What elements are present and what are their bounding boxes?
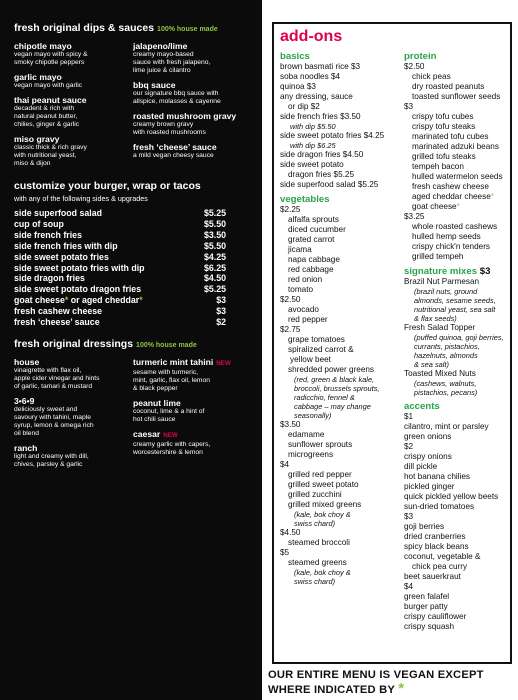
addon-line: $3.25 [404, 212, 425, 221]
addon-line: & sea salt) [414, 360, 449, 369]
addon-line: hulled watermelon seeds [412, 172, 503, 181]
addon-line: almonds, sesame seeds, [414, 296, 496, 305]
addon-line: $3 [404, 102, 414, 111]
item-description: vegan mayo with spicy & [14, 51, 88, 58]
item-description: chilies, ginger & garlic [14, 121, 80, 128]
dips-column-left [14, 41, 133, 173]
addon-line: side dragon fries $4.50 [280, 150, 364, 159]
upgrade-name: cup of soup [14, 218, 64, 229]
item-description: smoky chipotle peppers [14, 59, 85, 66]
addon-line: swiss chard) [294, 577, 336, 586]
dressings-section-title: fresh original dressings 100% house made [14, 337, 197, 350]
asterisk-icon: * [490, 192, 494, 201]
signature-price: $3 [479, 266, 491, 277]
item-name-text: chipotle mayo [14, 41, 72, 51]
item-description: creamy garlic with capers, [133, 440, 211, 448]
addon-line: $3.50 [280, 420, 301, 429]
item-name-text: turmeric mint tahini [133, 356, 214, 367]
addon-line: grilled zucchini [288, 490, 342, 499]
menu-item [14, 95, 133, 129]
addon-line: crispy onions [404, 452, 452, 461]
menu-item [133, 80, 252, 106]
item-description: miso & dijon [14, 160, 51, 167]
item-description: of garlic, tamari & mustard [14, 382, 93, 390]
addon-line: side sweet potato fries $4.25 [280, 131, 385, 140]
addon-line: yellow beet [290, 355, 331, 364]
item-name-text: 3•6•9 [14, 395, 35, 406]
item-name-text: house [14, 356, 40, 367]
upgrade-name: side dragon fries [14, 273, 85, 284]
addon-line: $4 [280, 460, 290, 469]
addon-line: Toasted Mixed Nuts [404, 369, 476, 378]
upgrade-row [14, 241, 226, 252]
upgrade-name: fresh ‘cheese’ sauce [14, 317, 100, 328]
addon-line: steamed broccoli [288, 538, 350, 547]
addon-line: any dressing, sauce [280, 92, 353, 101]
upgrade-row [14, 284, 226, 295]
upgrade-price: $4.50 [203, 273, 226, 284]
upgrade-price: $6.25 [203, 262, 226, 273]
basics-heading: basics [280, 51, 310, 62]
item-name [133, 80, 252, 90]
item-description: allspice, molasses & cayenne [133, 98, 221, 105]
item-description: creamy mayo-based [133, 51, 194, 58]
addon-line: microgreens [288, 450, 334, 459]
item-description: with roasted mushrooms [133, 129, 206, 136]
addon-line: crispy chick'n tenders [412, 242, 491, 251]
menu-item [133, 429, 252, 457]
addon-line: whole roasted cashews [412, 222, 498, 231]
addon-line: sunflower sprouts [288, 440, 353, 449]
addon-line: green falafel [404, 592, 450, 601]
addon-line: soba noodles $4 [280, 72, 341, 81]
item-name-text: thai peanut sauce [14, 95, 87, 105]
item-description: natural peanut butter, [14, 113, 78, 120]
addon-line: hulled hemp seeds [412, 232, 481, 241]
asterisk-icon: * [456, 202, 460, 211]
asterisk-icon: * [398, 680, 405, 697]
item-description: syrup, lemon & omega rich [14, 421, 94, 429]
addon-line: spiralized carrot & [288, 345, 354, 354]
addon-line: broccoli, brussels sprouts, [294, 384, 380, 393]
item-description: apple cider vinegar and hints [14, 374, 100, 382]
item-description: hot chili sauce [133, 415, 176, 423]
addon-line: chick peas [412, 72, 451, 81]
upgrade-row [14, 306, 226, 317]
addons-column-right [404, 51, 512, 632]
addon-line: $4 [404, 582, 414, 591]
addon-line: $2.50 [280, 295, 301, 304]
addon-line: tempeh bacon [412, 162, 464, 171]
addon-line: cilantro, mint or parsley [404, 422, 489, 431]
addon-line: shredded power greens [288, 365, 375, 374]
upgrade-price: $3 [216, 306, 226, 317]
addon-line: toasted sunflower seeds [412, 92, 501, 101]
item-name [14, 72, 133, 82]
addon-line: $3 [404, 512, 414, 521]
addon-line: $2.25 [280, 205, 301, 214]
item-description: decadent & rich with [14, 105, 75, 112]
addon-line: steamed greens [288, 558, 347, 567]
addon-line: hazelnuts, almonds [414, 351, 478, 360]
addon-line: pickled ginger [404, 482, 455, 491]
dressings-column-left [14, 357, 133, 474]
item-description: & black pepper [133, 384, 178, 392]
item-description: worcestershire & lemon [133, 448, 203, 456]
item-description: classic thick & rich gravy [14, 144, 87, 151]
item-description: chives, parsley & garlic [14, 460, 83, 468]
addon-line: crispy tofu cubes [412, 112, 474, 121]
upgrade-price: $3.50 [203, 229, 226, 240]
item-name [14, 396, 133, 406]
addon-line: $2.50 [404, 62, 425, 71]
upgrade-price: $4.25 [203, 251, 226, 262]
addon-line: nutritional yeast, sea salt [414, 305, 496, 314]
customize-section [14, 180, 252, 328]
item-name [14, 134, 133, 144]
addon-line: pistachios, pecans) [414, 388, 478, 397]
addon-line: grilled mixed greens [288, 500, 362, 509]
addon-line: grilled sweet potato [288, 480, 359, 489]
dips-column-right [133, 41, 252, 173]
addon-line: (kale, bok choy & [294, 510, 351, 519]
addon-line: green onions [404, 432, 452, 441]
addon-line: avocado [288, 305, 319, 314]
addon-line: (kale, bok choy & [294, 568, 351, 577]
addon-line: marinated tofu cubes [412, 132, 489, 141]
item-description: sesame with turmeric, [133, 368, 199, 376]
item-description: a mild vegan cheesy sauce [133, 152, 214, 159]
item-name [133, 111, 252, 121]
addon-line: with dip $6.25 [290, 141, 336, 150]
upgrade-price: $3 [216, 295, 226, 306]
upgrade-price: $5.25 [203, 284, 226, 295]
upgrade-name: goat cheese* or aged cheddar* [14, 295, 143, 306]
upgrade-price: $5.25 [203, 208, 226, 218]
addon-line: side superfood salad $5.25 [280, 180, 379, 189]
item-name [133, 398, 252, 408]
addon-line: sun-dried tomatoes [404, 502, 475, 511]
addons-box [272, 22, 512, 664]
item-description: with nutritional yeast, [14, 152, 77, 159]
item-description: creamy brown gravy [133, 121, 194, 128]
vegetables-list [280, 205, 410, 586]
customize-subtitle: with any of the following sides & upgrades [14, 194, 148, 203]
upgrade-price: $2 [216, 317, 226, 328]
addon-line: red onion [288, 275, 323, 284]
upgrade-row [14, 317, 226, 328]
upgrade-price: $5.50 [203, 218, 226, 229]
item-description: our signature bbq sauce with [133, 90, 219, 97]
addon-line: Fresh Salad Topper [404, 323, 476, 332]
menu-item [133, 41, 252, 75]
new-badge: NEW [163, 431, 178, 439]
upgrade-name: side sweet potato fries [14, 251, 109, 262]
addon-line: grilled tempeh [412, 252, 464, 261]
menu-item [14, 72, 133, 90]
item-name-text: ranch [14, 442, 38, 453]
addon-line: napa cabbage [288, 255, 340, 264]
addon-line: dry roasted peanuts [412, 82, 485, 91]
item-name-text: jalapeno/lime [133, 41, 188, 51]
dips-list [14, 41, 252, 173]
dips-section-title: fresh original dips & sauces 100% house made [14, 22, 218, 34]
addons-title: add-ons [280, 28, 343, 45]
addon-line: beet sauerkraut [404, 572, 461, 581]
addon-line: swiss chard) [294, 519, 336, 528]
addon-line: (brazil nuts, ground [414, 287, 478, 296]
item-name-text: garlic mayo [14, 72, 62, 82]
upgrade-row [14, 208, 226, 219]
addon-line: edamame [288, 430, 325, 439]
upgrade-name: fresh cashew cheese [14, 306, 103, 317]
item-description: mint, garlic, flax oil, lemon [133, 376, 210, 384]
vegan-footer-note [268, 668, 513, 697]
item-name-text: peanut lime [133, 397, 181, 408]
menu-item [133, 111, 252, 137]
addon-line: quinoa $3 [280, 82, 316, 91]
asterisk-icon: * [139, 295, 143, 306]
addon-line: dill pickle [404, 462, 438, 471]
addon-line: currants, pistachios, [414, 342, 480, 351]
addon-line: quick pickled yellow beets [404, 492, 499, 501]
upgrade-row [14, 219, 226, 230]
upgrade-row [14, 263, 226, 274]
item-description: vinaigrette with flax oil, [14, 366, 82, 374]
addon-line: $2.75 [280, 325, 301, 334]
upgrade-row [14, 295, 226, 306]
addon-line: $5 [280, 548, 290, 557]
upgrade-row [14, 230, 226, 241]
addon-line: crispy squash [404, 622, 455, 631]
addon-line: side sweet potato [280, 160, 344, 169]
item-name [14, 41, 133, 51]
addon-line: with dip $5.50 [290, 122, 336, 131]
item-name-text: roasted mushroom gravy [133, 111, 237, 121]
item-name [14, 357, 133, 367]
addon-line: grilled red pepper [288, 470, 352, 479]
addon-line: grape tomatoes [288, 335, 345, 344]
addon-line: cabbage – may change [294, 402, 371, 411]
signature-list [404, 277, 512, 397]
item-name [14, 95, 133, 105]
footer-line-2: WHERE INDICATED BY * [268, 680, 405, 697]
addon-line: goat cheese* [412, 202, 460, 211]
addon-line: hot banana chilies [404, 472, 471, 481]
addon-line: fresh cashew cheese [412, 182, 489, 191]
item-name [14, 443, 133, 453]
item-description: light and creamy with dill, [14, 452, 89, 460]
menu-item [14, 443, 133, 469]
addon-line: crispy tofu steaks [412, 122, 476, 131]
item-name-text: miso gravy [14, 134, 60, 144]
addons-column-left [280, 51, 410, 586]
addon-line: seasonally) [294, 411, 332, 420]
item-name [133, 142, 252, 152]
addon-line: goji berries [404, 522, 445, 531]
item-description: deliciously sweet and [14, 405, 78, 413]
item-name [133, 429, 252, 441]
menu-item [14, 357, 133, 391]
protein-list [404, 62, 512, 262]
item-description: sauce with fresh jalapeno, [133, 59, 211, 66]
addon-line: $4.50 [280, 528, 301, 537]
upgrade-name: side superfood salad [14, 208, 102, 218]
asterisk-icon: * [64, 295, 69, 306]
menu-item [14, 41, 133, 67]
addon-line: alfalfa sprouts [288, 215, 339, 224]
addon-line: brown basmati rice $3 [280, 62, 361, 71]
menu-item [133, 357, 252, 393]
addon-line: marinated adzuki beans [412, 142, 499, 151]
addon-line: (cashews, walnuts, [414, 379, 477, 388]
item-name-text: caesar [133, 428, 161, 439]
addon-line: $1 [404, 412, 414, 421]
item-name-text: fresh ‘cheese’ sauce [133, 142, 217, 152]
upgrade-name: side french fries with dip [14, 240, 118, 251]
addon-line: side french fries $3.50 [280, 112, 361, 121]
addons-panel [262, 0, 518, 700]
upgrade-name: side sweet potato dragon fries [14, 284, 142, 295]
menu-item [133, 398, 252, 424]
menu-item [133, 142, 252, 160]
upgrade-row [14, 252, 226, 263]
item-description: coconut, lime & a hint of [133, 407, 205, 415]
addon-line: spicy black beans [404, 542, 469, 551]
addon-line: radicchio, fennel & [294, 393, 355, 402]
dressings-column-right [133, 357, 252, 474]
addon-line: jicama [288, 245, 312, 254]
new-badge: NEW [216, 359, 231, 367]
signature-heading: signature mixes $3 [404, 266, 491, 277]
dressings-list [14, 357, 252, 474]
item-name-text: bbq sauce [133, 80, 176, 90]
upgrade-price: $5.50 [203, 240, 226, 251]
item-description: lime juice & cilantro [133, 67, 191, 74]
addon-line: coconut, vegetable & [404, 552, 481, 561]
addon-line: crispy cauliflower [404, 612, 467, 621]
addon-line: red pepper [288, 315, 328, 324]
addon-line: grated carrot [288, 235, 335, 244]
addon-line: aged cheddar cheese* [412, 192, 494, 201]
item-description: oil blend [14, 429, 39, 437]
addon-line: dried cranberries [404, 532, 466, 541]
protein-heading: protein [404, 51, 437, 62]
upgrade-price-list [14, 208, 252, 328]
addon-line: red cabbage [288, 265, 334, 274]
footer-line-1: OUR ENTIRE MENU IS VEGAN EXCEPT [268, 669, 484, 681]
addon-line: grilled tofu steaks [412, 152, 476, 161]
upgrade-name: side french fries [14, 229, 82, 240]
addon-line: Brazil Nut Parmesan [404, 277, 480, 286]
addon-line: chick pea curry [412, 562, 468, 571]
item-name [133, 357, 252, 369]
menu-item [14, 396, 133, 438]
basics-list [280, 62, 410, 190]
house-made-tag: 100% house made [157, 26, 218, 33]
menu-item [14, 134, 133, 168]
addon-line: (puffed quinoa, goji berries, [414, 333, 504, 342]
addon-line: dragon fries $5.25 [288, 170, 354, 179]
addon-line: & flax seeds) [414, 314, 457, 323]
item-description: savoury with tahini, maple [14, 413, 91, 421]
addon-line: or dip $2 [288, 102, 320, 111]
addon-line: burger patty [404, 602, 448, 611]
customize-title: customize your burger, wrap or tacos [14, 180, 201, 192]
addon-line: (red, green & black kale, [294, 375, 375, 384]
addon-line: $2 [404, 442, 414, 451]
item-description: vegan mayo with garlic [14, 82, 83, 89]
upgrade-name: side sweet potato fries with dip [14, 262, 145, 273]
vegetables-heading: vegetables [280, 194, 330, 205]
accents-heading: accents [404, 401, 440, 412]
house-made-tag: 100% house made [136, 341, 197, 349]
item-name [133, 41, 252, 51]
addon-line: tomato [288, 285, 314, 294]
addon-line: diced cucumber [288, 225, 346, 234]
upgrade-row [14, 273, 226, 284]
accents-list [404, 412, 512, 632]
